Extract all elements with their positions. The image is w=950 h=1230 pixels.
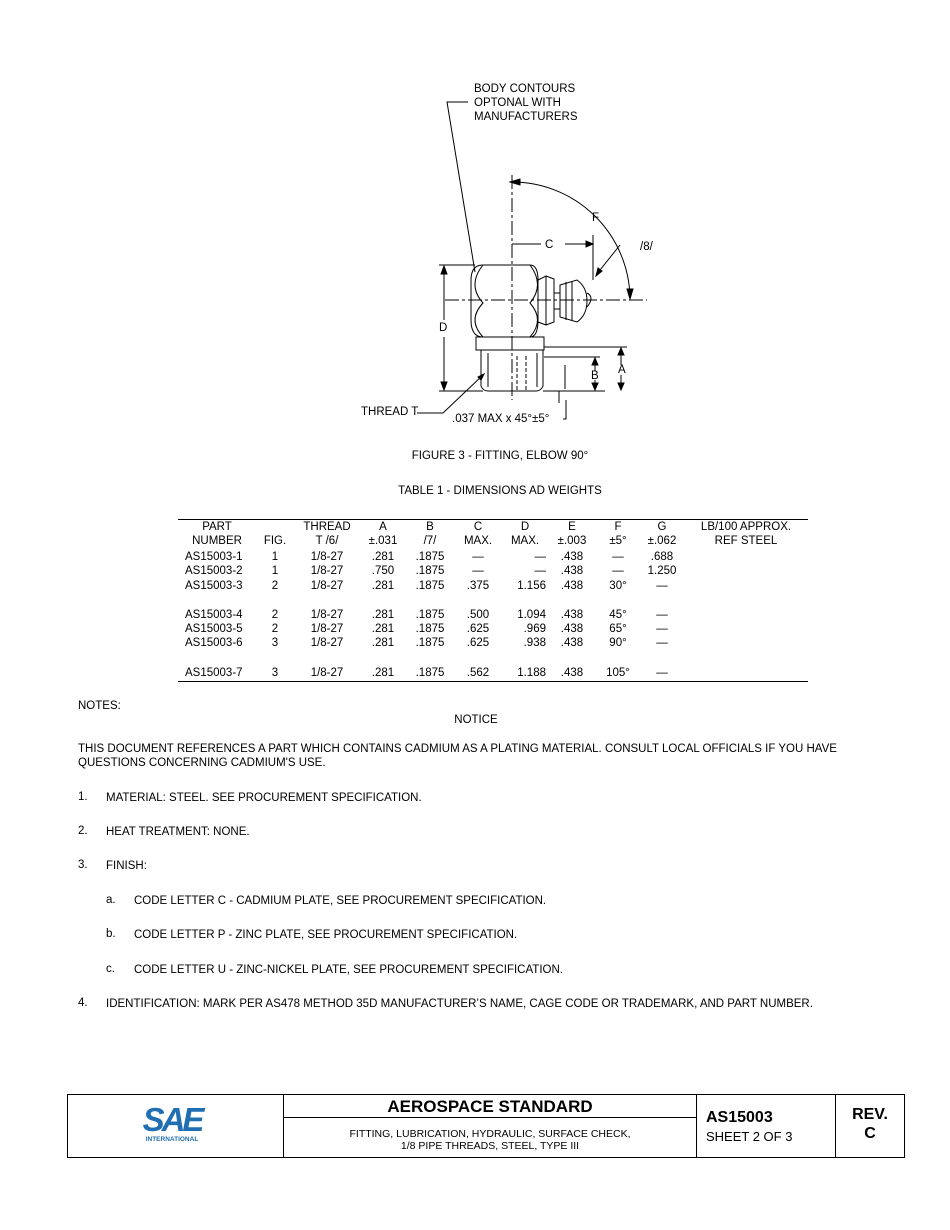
part-number-cell: AS15003-1	[185, 551, 243, 563]
table-cell	[684, 550, 808, 564]
col-header: PART	[178, 520, 256, 535]
table-cell: —	[612, 551, 624, 563]
table-cell	[684, 579, 808, 593]
table-cell: 2	[271, 623, 279, 636]
dim-label-c: C	[545, 239, 554, 251]
table-cell: .938	[523, 637, 546, 650]
table-cell: —	[472, 565, 484, 578]
part-number-cell: AS15003-7	[178, 666, 256, 682]
table-cell: .438	[560, 565, 584, 578]
col-header: MAX.	[463, 535, 493, 547]
note-number: 1.	[78, 791, 88, 803]
table-cell: 1/8-27	[310, 608, 344, 621]
dimensions-table	[178, 519, 808, 682]
sae-logo-subtitle: INTERNATIONAL	[145, 1136, 199, 1143]
table-cell: 1.094	[517, 608, 546, 621]
table-cell: .1875	[415, 551, 445, 563]
table-cell: .500	[466, 608, 490, 621]
table-cell: 1	[271, 565, 279, 578]
table-cell: 1.156	[517, 579, 546, 592]
table-cell: —	[640, 666, 684, 682]
subnote-zinc-nickel: CODE LETTER U - ZINC-NICKEL PLATE, SEE PROCUREMENT SPECIFICATION.	[134, 964, 563, 976]
table-cell: —	[534, 551, 546, 563]
table-cell: .281	[360, 666, 406, 682]
table-row	[178, 550, 808, 564]
subnote-letter: b.	[106, 928, 116, 940]
table-cell: .438	[560, 551, 584, 563]
table-row	[178, 666, 808, 682]
part-number-cell: AS15003-3	[185, 579, 243, 592]
row-spacer	[178, 593, 808, 608]
note-identification: IDENTIFICATION: MARK PER AS478 METHOD 35D MANUFACTURER’S NAME, CAGE CODE OR TRADEMARK, AND PART NUMBER.	[106, 998, 813, 1010]
table-cell: 2	[271, 579, 279, 592]
table-cell: 45°	[609, 608, 627, 621]
thread-t-label: THREAD T	[361, 406, 419, 418]
table-cell: .375	[466, 579, 490, 592]
col-header: ±5°	[609, 535, 627, 547]
col-header: B	[406, 520, 454, 535]
sheet-number: SHEET 2 OF 3	[706, 1129, 793, 1144]
title-cell	[284, 1095, 697, 1157]
table-cell: 65°	[609, 623, 627, 636]
table-cell: .1875	[415, 623, 445, 636]
col-header: T /6/	[315, 535, 339, 547]
table-cell: 1/8-27	[310, 565, 344, 578]
table-cell: .281	[371, 623, 395, 636]
col-header: FIG.	[263, 535, 287, 547]
note-material: MATERIAL: STEEL. SEE PROCUREMENT SPECIFICATION.	[106, 792, 422, 804]
subnote-letter: c.	[106, 963, 115, 975]
table-cell: —	[656, 579, 668, 592]
table-cell: .750	[371, 565, 395, 578]
chamfer-label: .037 MAX x 45°±5°	[452, 413, 550, 425]
part-number-cell: AS15003-4	[185, 608, 243, 621]
dim-label-8: /8/	[640, 241, 653, 253]
doc-number-cell	[697, 1095, 836, 1157]
subnote-letter: a.	[106, 894, 116, 906]
col-header: ±.031	[368, 535, 398, 547]
subnote-cadmium: CODE LETTER C - CADMIUM PLATE, SEE PROCUREMENT SPECIFICATION.	[134, 895, 547, 907]
col-header: ±.003	[557, 535, 587, 547]
subnote-zinc: CODE LETTER P - ZINC PLATE, SEE PROCUREMENT SPECIFICATION.	[134, 929, 518, 941]
elbow-fitting-drawing	[355, 75, 665, 430]
dim-label-d: D	[439, 322, 448, 334]
table-cell: 1.250	[647, 565, 677, 578]
table-cell: .688	[650, 551, 674, 563]
header-row-2	[178, 534, 808, 550]
table-cell	[684, 564, 808, 578]
col-header	[256, 520, 294, 535]
notice-text: THIS DOCUMENT REFERENCES A PART WHICH CONTAINS CADMIUM AS A PLATING MATERIAL. CONSULT LOCAL OFFICIALS IF YOU HAVE QUESTIONS CONCERNING CADMIUM'S USE.	[78, 743, 837, 769]
note-number: 3.	[78, 859, 88, 871]
body-callout-leader	[447, 102, 475, 272]
revision-cell	[836, 1095, 904, 1157]
col-header: E	[548, 520, 596, 535]
col-header: LB/100 APPROX.	[684, 520, 808, 535]
table-cell	[684, 608, 808, 622]
description-line-1: FITTING, LUBRICATION, HYDRAULIC, SURFACE CHECK,	[349, 1128, 631, 1140]
table-cell: —	[656, 623, 668, 636]
table-cell	[684, 666, 808, 682]
table-cell: .281	[371, 608, 395, 621]
doc-number: AS15003	[706, 1109, 773, 1126]
table-cell: .1875	[415, 579, 445, 592]
angle-f-arc	[512, 182, 630, 297]
table-cell: .1875	[415, 608, 445, 621]
table-cell: .1875	[406, 666, 454, 682]
row-spacer	[178, 651, 808, 666]
table-cell: .969	[523, 623, 546, 636]
note-number: 4.	[78, 997, 88, 1009]
table-row	[178, 608, 808, 622]
table-cell	[684, 622, 808, 636]
spacer-cell	[178, 651, 808, 666]
note-heat-treatment: HEAT TREATMENT: NONE.	[106, 826, 250, 838]
col-header: ±.062	[647, 535, 677, 547]
table-cell: .625	[466, 637, 490, 650]
table-cell: 1	[271, 551, 279, 563]
table-row	[178, 622, 808, 636]
table-cell: 1.188	[502, 666, 548, 682]
notice-title: NOTICE	[454, 714, 498, 726]
table-row	[178, 564, 808, 578]
description-line-2: 1/8 PIPE THREADS, STEEL, TYPE III	[400, 1140, 580, 1152]
table-cell: 1/8-27	[310, 579, 344, 592]
spacer-cell	[178, 593, 808, 608]
header-row-1	[178, 520, 808, 535]
col-header: NUMBER	[192, 535, 242, 547]
col-header: /7/	[423, 535, 437, 547]
table-cell: 1/8-27	[294, 666, 360, 682]
table-cell	[684, 636, 808, 650]
table-cell: .281	[371, 551, 395, 563]
table-caption: TABLE 1 - DIMENSIONS AD WEIGHTS	[398, 485, 602, 497]
sae-logo-mark: SAE	[142, 1101, 202, 1138]
col-header: D	[502, 520, 548, 535]
rev-label: REV.	[852, 1106, 888, 1123]
table-cell: .438	[548, 666, 596, 682]
table-cell: .281	[371, 637, 395, 650]
table-cell: .438	[560, 623, 584, 636]
table-cell: 105°	[596, 666, 640, 682]
part-number-cell: AS15003-2	[185, 565, 243, 578]
table-cell: .625	[466, 623, 490, 636]
table-row	[178, 579, 808, 593]
table-cell: .1875	[415, 637, 445, 650]
col-header: C	[454, 520, 502, 535]
grease-nipple	[560, 280, 587, 322]
table-cell: 30°	[609, 579, 627, 592]
table-cell: 1/8-27	[310, 623, 344, 636]
table-cell: 2	[271, 608, 279, 621]
dim-label-f: F	[592, 212, 600, 224]
table-cell: .438	[560, 579, 584, 592]
note-number: 2.	[78, 825, 88, 837]
sae-logo	[140, 1101, 204, 1144]
table-row	[178, 636, 808, 650]
table-cell: .1875	[415, 565, 445, 578]
callout-body-line1: BODY CONTOURS	[474, 83, 576, 95]
dim-label-a: A	[618, 364, 626, 376]
table-cell: 1/8-27	[310, 551, 344, 563]
table-cell: —	[612, 565, 624, 578]
callout-body-line2: OPTONAL WITH	[474, 97, 561, 109]
callout-body-line3: MANUFACTURERS	[474, 111, 578, 123]
table-cell: .438	[560, 637, 584, 650]
col-header: THREAD	[294, 520, 360, 535]
standard-title: AEROSPACE STANDARD	[284, 1095, 696, 1118]
col-header: G	[640, 520, 684, 535]
table-cell: —	[472, 551, 484, 563]
dim-label-b: B	[591, 370, 599, 382]
note-finish: FINISH:	[106, 860, 147, 872]
title-block	[67, 1094, 905, 1158]
table-cell: —	[656, 608, 668, 621]
col-header: A	[360, 520, 406, 535]
table-cell: 90°	[609, 637, 627, 650]
col-header: F	[596, 520, 640, 535]
notes-heading: NOTES:	[78, 700, 121, 712]
col-header: REF STEEL	[714, 535, 778, 547]
table-cell: .281	[371, 579, 395, 592]
table-cell: 3	[256, 666, 294, 682]
table-cell: 1/8-27	[310, 637, 344, 650]
table-cell: —	[534, 565, 546, 578]
figure-caption: FIGURE 3 - FITTING, ELBOW 90°	[411, 450, 589, 462]
table-cell: 3	[271, 637, 279, 650]
part-number-cell: AS15003-6	[185, 637, 243, 650]
logo-cell	[68, 1095, 284, 1157]
table-cell: —	[656, 637, 668, 650]
rev-value: C	[864, 1125, 876, 1142]
col-header: MAX.	[510, 535, 540, 547]
part-number-cell: AS15003-5	[185, 623, 243, 636]
table-cell: .562	[454, 666, 502, 682]
table-cell: .438	[560, 608, 584, 621]
